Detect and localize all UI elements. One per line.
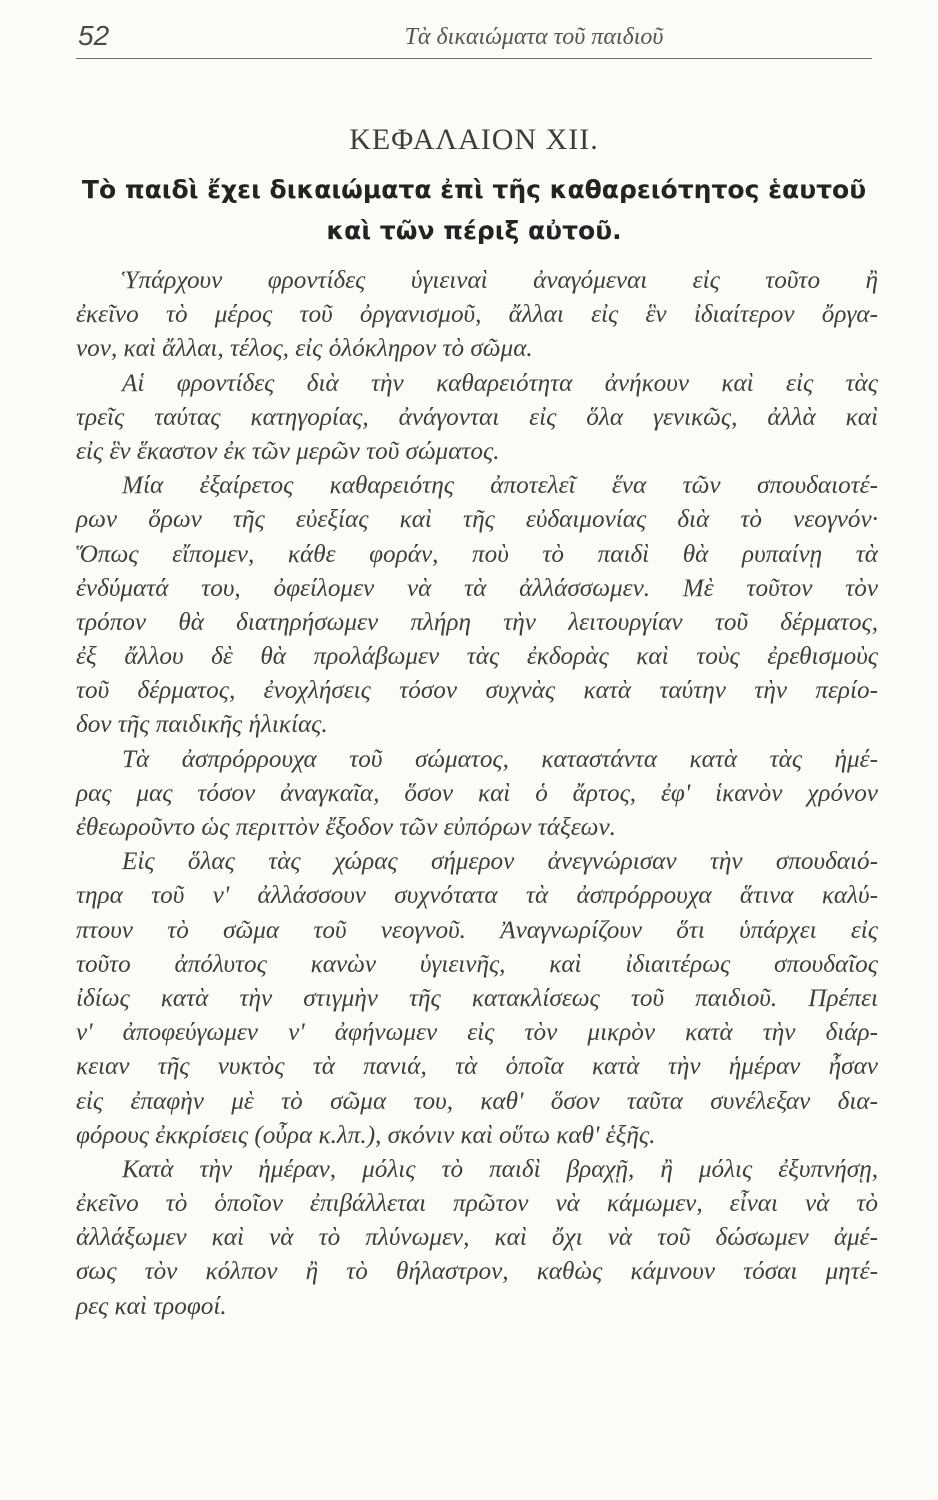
text-line: τηρα τοῦ ν' ἀλλάσσουν συχνότατα τὰ ἀσπρόρρουχα ἅτινα καλύ-: [76, 882, 878, 910]
text-line: Μία ἐξαίρετος καθαρειότης ἀποτελεῖ ἕνα τῶν σπουδαιοτέ-: [122, 472, 878, 500]
text-line: πτουν τὸ σῶμα τοῦ νεογνοῦ. Ἀναγνωρίζουν ὅτι ὑπάρχει εἰς: [76, 916, 878, 944]
text-line: τοῦτο ἀπόλυτος κανὼν ὑγιεινῆς, καὶ ἰδιαιτέρως σπουδαῖος: [76, 950, 878, 978]
text-line: ἐνδύματά του, ὀφείλομεν νὰ τὰ ἀλλάσσωμεν. Μὲ τοῦτον τὸν: [76, 574, 878, 602]
text-line: εἰς ἐπαφὴν μὲ τὸ σῶμα του, καθ' ὅσον ταῦτα συνέλεξαν δια-: [76, 1087, 878, 1115]
text-line: ν' ἀποφεύγωμεν ν' ἀφήνωμεν εἰς τὸν μικρὸν κατὰ τὴν διάρ-: [76, 1019, 878, 1047]
text-line: ἐκεῖνο τὸ μέρος τοῦ ὀργανισμοῦ, ἄλλαι εἰς ἓν ἰδιαίτερον ὄργα-: [76, 301, 878, 329]
text-line: τρόπον θὰ διατηρήσωμεν πλήρη τὴν λειτουργίαν τοῦ δέρματος,: [76, 608, 878, 636]
text-line: Εἰς ὅλας τὰς χώρας σήμερον ἀνεγνώρισαν τὴν σπουδαιό-: [122, 848, 878, 876]
text-line: ρες καὶ τροφοί.: [76, 1292, 227, 1320]
text-line: τοῦ δέρματος, ἐνοχλήσεις τόσον συχνὰς κατὰ ταύτην τὴν περίο-: [76, 677, 878, 705]
text-line: φόρους ἐκκρίσεις (οὖρα κ.λπ.), σκόνιν καὶ οὕτω καθ' ἑξῆς.: [76, 1121, 656, 1149]
text-line: ρας μας τόσον ἀναγκαῖα, ὅσον καὶ ὁ ἄρτος, ἐφ' ἱκανὸν χρόνον: [76, 779, 878, 807]
text-line: ἐξ ἄλλου δὲ θὰ προλάβωμεν τὰς ἐκδορὰς καὶ τοὺς ἐρεθισμοὺς: [76, 643, 878, 671]
chapter-title-line-2: καὶ τῶν πέριξ αὐτοῦ.: [326, 216, 622, 245]
text-line: εἰς ἓν ἕκαστον ἐκ τῶν μερῶν τοῦ σώματος.: [76, 437, 500, 465]
text-line: κειαν τῆς νυκτὸς τὰ πανιά, τὰ ὁποῖα κατὰ τὴν ἡμέραν ἦσαν: [76, 1053, 878, 1081]
text-line: ἀλλάξωμεν καὶ νὰ τὸ πλύνωμεν, καὶ ὄχι νὰ τοῦ δώσωμεν ἀμέ-: [76, 1224, 878, 1252]
text-line: δον τῆς παιδικῆς ἡλικίας.: [76, 711, 328, 739]
text-line: Αἱ φροντίδες διὰ τὴν καθαρειότητα ἀνήκουν καὶ εἰς τὰς: [122, 369, 878, 397]
text-line: Ὅπως εἴπομεν, κάθε φοράν, ποὺ τὸ παιδὶ θὰ ρυπαίνῃ τὰ: [76, 540, 878, 568]
text-line: ἰδίως κατὰ τὴν στιγμὴν τῆς κατακλίσεως τοῦ παιδιοῦ. Πρέπει: [76, 984, 878, 1012]
running-header: [76, 18, 872, 59]
text-line: νον, καὶ ἄλλαι, τέλος, εἰς ὁλόκληρον τὸ σῶμα.: [76, 335, 533, 363]
text-line: σως τὸν κόλπον ἢ τὸ θήλαστρον, καθὼς κάμνουν τόσαι μητέ-: [76, 1258, 878, 1286]
chapter-label: ΚΕΦΑΛΑΙΟΝ XII.: [349, 123, 599, 156]
chapter-title-line-1: Τὸ παιδὶ ἔχει δικαιώματα ἐπὶ τῆς καθαρειότητος ἑαυτοῦ: [81, 175, 867, 204]
text-line: ἐθεωροῦντο ὡς περιττὸν ἔξοδον τῶν εὐπόρων τάξεων.: [76, 814, 616, 841]
running-title: Τὰ δικαιώματα τοῦ παιδιοῦ: [404, 24, 664, 50]
text-line: Τὰ ἀσπρόρρουχα τοῦ σώματος, καταστάντα κατὰ τὰς ἡμέ-: [122, 745, 878, 773]
text-line: ρων ὅρων τῆς εὐεξίας καὶ τῆς εὐδαιμονίας διὰ τὸ νεογνόν·: [76, 506, 878, 534]
body-text: [76, 264, 878, 1324]
text-line: Κατὰ τὴν ἡμέραν, μόλις τὸ παιδὶ βραχῇ, ἢ μόλις ἐξυπνήσῃ,: [122, 1155, 878, 1183]
page-number: 52: [78, 20, 110, 51]
text-line: Ὑπάρχουν φροντίδες ὑγιειναὶ ἀναγόμεναι εἰς τοῦτο ἢ: [122, 267, 878, 294]
text-line: ἐκεῖνο τὸ ὁποῖον ἐπιβάλλεται πρῶτον νὰ κάμωμεν, εἶναι νὰ τὸ: [76, 1190, 878, 1218]
text-line: τρεῖς ταύτας κατηγορίας, ἀνάγονται εἰς ὅλα γενικῶς, ἀλλὰ καὶ: [76, 403, 878, 431]
